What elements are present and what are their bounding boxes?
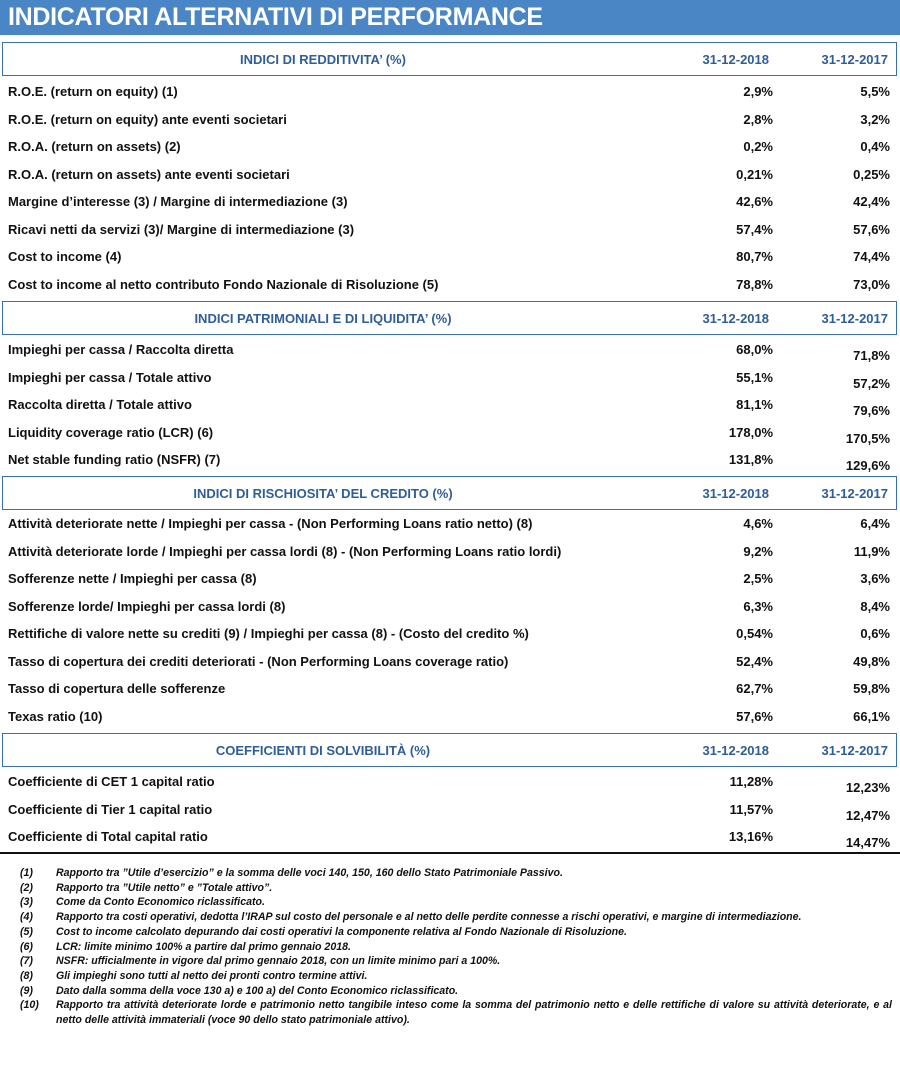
footnote xyxy=(20,866,892,881)
table-row xyxy=(0,222,900,250)
value-2017: 8,4% xyxy=(860,598,890,614)
column-header-2017: 31-12-2017 xyxy=(821,311,888,326)
column-header-2018: 31-12-2018 xyxy=(702,743,769,758)
table-row xyxy=(0,626,900,654)
footnote xyxy=(20,925,892,940)
value-2018: 80,7% xyxy=(736,249,773,264)
row-label: Coefficiente di Total capital ratio xyxy=(8,829,208,844)
table-row xyxy=(0,112,900,140)
footnote-number: (1) xyxy=(20,867,33,879)
value-2018: 78,8% xyxy=(736,276,773,292)
table-row xyxy=(0,249,900,277)
footnote xyxy=(20,984,892,999)
row-label: Sofferenze lorde/ Impieghi per cassa lordi (8) xyxy=(8,598,286,614)
value-2017: 0,25% xyxy=(853,166,890,182)
row-label: Cost to income al netto contributo Fondo Nazionale di Risoluzione (5) xyxy=(8,276,439,292)
row-label: R.O.E. (return on equity) ante eventi societari xyxy=(8,111,287,127)
value-2017: 79,6% xyxy=(853,403,890,418)
value-2017: 5,5% xyxy=(860,84,890,99)
value-2017: 12,47% xyxy=(845,807,890,823)
section-title: INDICI DI REDDITIVITA’ (%) xyxy=(240,52,406,67)
value-2017: 11,9% xyxy=(853,543,890,559)
row-label: Rettifiche di valore nette su crediti (9) / Impieghi per cassa (8) - (Costo del credito %) xyxy=(8,626,529,641)
column-header-2017: 31-12-2017 xyxy=(821,486,888,501)
value-2017: 57,6% xyxy=(853,221,890,237)
value-2018: 62,7% xyxy=(736,681,773,696)
footnote xyxy=(20,998,892,1027)
section-title: INDICI DI RISCHIOSITA’ DEL CREDITO (%) xyxy=(193,486,453,501)
footnote xyxy=(20,881,892,896)
footnote-number: (3) xyxy=(20,896,33,909)
value-2018: 0,21% xyxy=(736,166,773,182)
value-2018: 55,1% xyxy=(736,369,773,385)
value-2018: 2,9% xyxy=(743,84,773,99)
footnote-number: (5) xyxy=(20,925,33,938)
table-row xyxy=(0,571,900,599)
footnote xyxy=(20,910,892,925)
table-row xyxy=(0,802,900,830)
footnote-text: Come da Conto Economico riclassificato. xyxy=(56,896,265,909)
footnote-text: Cost to income calcolato depurando dai costi operativi la componente relativa al Fondo Nazionale di Risoluzione. xyxy=(56,925,627,938)
table-row xyxy=(0,774,900,802)
footnote-text: Rapporto tra attività deteriorate lorde e patrimonio netto tangibile inteso come la somma del patrimonio netto e delle rettifiche di valore su attività deteriorate, e al netto delle attività immateriali (voce 90 dello stato patrimoniale attivo). xyxy=(56,999,892,1027)
footnote-text: Rapporto tra ”Utile d’esercizio” e la somma delle voci 140, 150, 160 dello Stato Patrimoniale Passivo. xyxy=(56,867,563,879)
value-2018: 0,54% xyxy=(736,626,773,641)
value-2018: 42,6% xyxy=(736,194,773,209)
row-label: Margine d’interesse (3) / Margine di intermediazione (3) xyxy=(8,194,348,209)
value-2017: 0,6% xyxy=(860,626,890,641)
footnote-text: NSFR: ufficialmente in vigore dal primo gennaio 2018, con un limite minimo pari a 100%. xyxy=(56,955,501,968)
value-2018: 2,8% xyxy=(743,111,773,127)
footnote-text: Gli impieghi sono tutti al netto dei pronti contro termine attivi. xyxy=(56,969,368,982)
column-header-2017: 31-12-2017 xyxy=(821,743,888,758)
value-2017: 129,6% xyxy=(845,458,890,473)
table-row xyxy=(0,681,900,709)
value-2018: 9,2% xyxy=(743,543,773,559)
column-header-2018: 31-12-2018 xyxy=(702,311,769,326)
value-2017: 71,8% xyxy=(853,348,890,363)
row-label: Impieghi per cassa / Totale attivo xyxy=(8,369,212,385)
value-2017: 12,23% xyxy=(845,780,890,795)
divider xyxy=(0,852,900,854)
value-2018: 6,3% xyxy=(743,598,773,614)
row-label: Impieghi per cassa / Raccolta diretta xyxy=(8,342,234,357)
table-row xyxy=(0,516,900,544)
column-header-2018: 31-12-2018 xyxy=(702,486,769,501)
section-title: COEFFICIENTI DI SOLVIBILITÀ (%) xyxy=(215,743,431,758)
row-label: Attività deteriorate nette / Impieghi per cassa - (Non Performing Loans ratio netto) (8) xyxy=(8,516,533,531)
row-label: Ricavi netti da servizi (3)/ Margine di intermediazione (3) xyxy=(8,221,355,237)
row-label: Raccolta diretta / Totale attivo xyxy=(8,397,192,412)
table-row xyxy=(0,139,900,167)
value-2018: 57,6% xyxy=(736,708,773,724)
footnote-number: (6) xyxy=(20,940,33,953)
row-label: Net stable funding ratio (NSFR) (7) xyxy=(8,452,221,467)
footnote-number: (7) xyxy=(20,955,33,968)
footnote-text: LCR: limite minimo 100% a partire dal primo gennaio 2018. xyxy=(56,940,351,953)
value-2017: 74,4% xyxy=(853,249,890,264)
footnote xyxy=(20,940,892,955)
value-2018: 4,6% xyxy=(743,516,773,531)
value-2018: 52,4% xyxy=(736,653,773,669)
footnote-text: Rapporto tra costi operativi, dedotta l’IRAP sul costo del personale e al netto delle perdite connesse a rischi operativi, e margine di intermediazione. xyxy=(56,911,802,924)
row-label: R.O.A. (return on assets) ante eventi societari xyxy=(8,166,290,182)
value-2018: 0,2% xyxy=(743,139,773,154)
table-row xyxy=(0,342,900,370)
value-2017: 3,6% xyxy=(860,571,890,586)
row-label: Tasso di copertura dei crediti deteriorati - (Non Performing Loans coverage ratio) xyxy=(8,653,509,669)
value-2017: 66,1% xyxy=(853,708,890,724)
table-row xyxy=(0,397,900,425)
footnote xyxy=(20,895,892,910)
footnote xyxy=(20,954,892,969)
value-2018: 13,16% xyxy=(728,829,773,844)
row-label: Coefficiente di CET 1 capital ratio xyxy=(8,774,215,789)
row-label: Coefficiente di Tier 1 capital ratio xyxy=(8,801,213,817)
value-2017: 49,8% xyxy=(853,653,890,669)
section-header-redditivita xyxy=(2,42,897,76)
table-row xyxy=(0,194,900,222)
row-label: Liquidity coverage ratio (LCR) (6) xyxy=(8,424,214,440)
value-2017: 42,4% xyxy=(853,194,890,209)
row-label: R.O.A. (return on assets) (2) xyxy=(8,139,181,154)
value-2017: 170,5% xyxy=(845,430,890,446)
value-2017: 6,4% xyxy=(860,516,890,531)
value-2018: 68,0% xyxy=(736,342,773,357)
table-row xyxy=(0,544,900,572)
table-row xyxy=(0,370,900,398)
column-header-2018: 31-12-2018 xyxy=(702,52,769,67)
value-2017: 59,8% xyxy=(853,681,890,696)
row-label: Sofferenze nette / Impieghi per cassa (8) xyxy=(8,571,257,586)
section-header-patrimoniali xyxy=(2,301,897,335)
table-row xyxy=(0,425,900,453)
footnote-text: Rapporto tra ”Utile netto” e ”Totale attivo”. xyxy=(56,881,273,894)
section-title: INDICI PATRIMONIALI E DI LIQUIDITA’ (%) xyxy=(194,311,452,326)
footnote-number: (2) xyxy=(20,881,33,894)
row-label: Texas ratio (10) xyxy=(8,708,103,724)
column-header-2017: 31-12-2017 xyxy=(821,52,888,67)
footnote-text: Dato dalla somma della voce 130 a) e 100 a) del Conto Economico riclassificato. xyxy=(56,984,459,997)
value-2018: 2,5% xyxy=(743,571,773,586)
value-2017: 73,0% xyxy=(853,276,890,292)
footnotes xyxy=(20,866,892,1028)
footnote-number: (9) xyxy=(20,984,33,997)
value-2017: 0,4% xyxy=(860,139,890,154)
table-row xyxy=(0,167,900,195)
value-2017: 57,2% xyxy=(853,375,890,391)
value-2018: 57,4% xyxy=(736,221,773,237)
value-2018: 178,0% xyxy=(728,424,773,440)
row-label: Attività deteriorate lorde / Impieghi per cassa lordi (8) - (Non Performing Loans ratio lordi) xyxy=(8,543,562,559)
footnote xyxy=(20,969,892,984)
row-label: Cost to income (4) xyxy=(8,249,122,264)
section-header-solvibilita xyxy=(2,733,897,767)
value-2017: 14,47% xyxy=(845,835,890,850)
table-row xyxy=(0,654,900,682)
row-label: R.O.E. (return on equity) (1) xyxy=(8,84,178,99)
page-title: INDICATORI ALTERNATIVI DI PERFORMANCE xyxy=(8,3,543,31)
value-2017: 3,2% xyxy=(860,111,890,127)
table-row xyxy=(0,599,900,627)
footnote-number: (4) xyxy=(20,911,33,924)
row-label: Tasso di copertura delle sofferenze xyxy=(8,681,226,696)
value-2018: 11,57% xyxy=(729,801,773,817)
value-2018: 131,8% xyxy=(728,452,773,467)
title-bar xyxy=(0,0,900,35)
footnote-number: (8) xyxy=(20,969,33,982)
value-2018: 11,28% xyxy=(729,774,773,789)
value-2018: 81,1% xyxy=(736,397,773,412)
table-row xyxy=(0,84,900,112)
footnote-number: (10) xyxy=(20,999,39,1012)
section-header-rischiosita xyxy=(2,476,897,510)
